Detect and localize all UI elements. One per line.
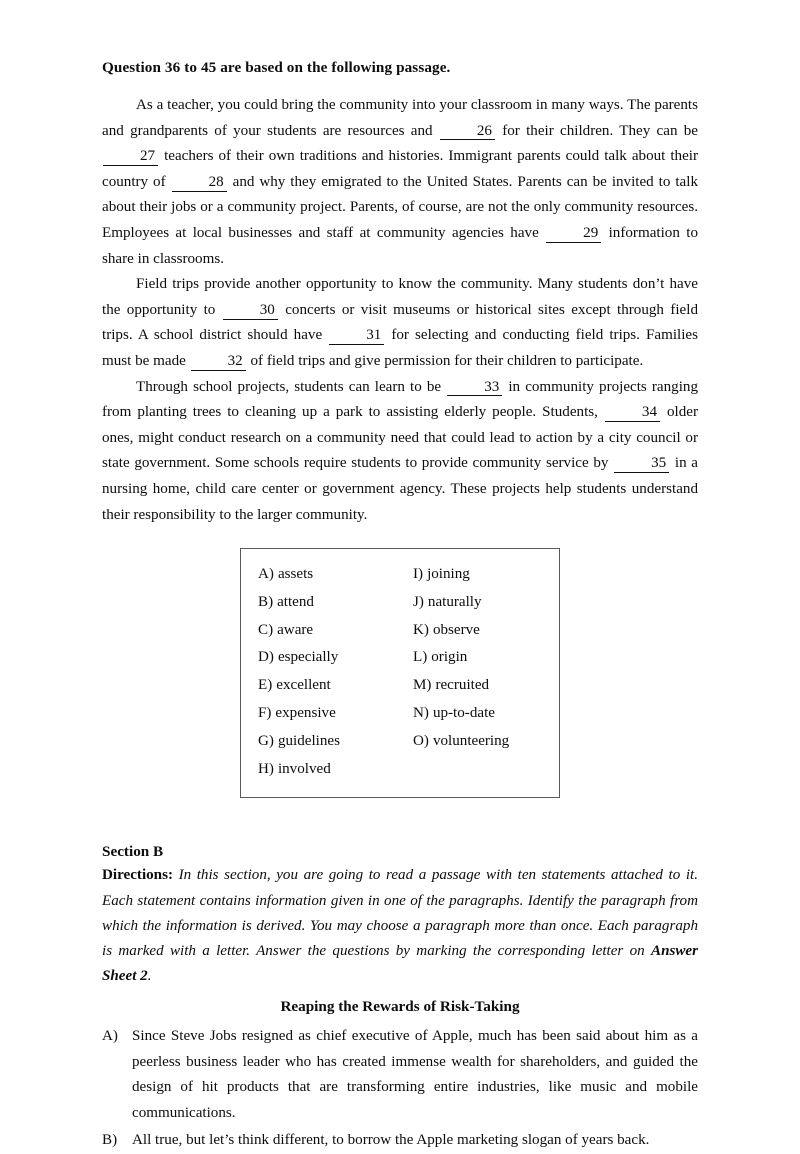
- word-bank-letter: J): [413, 593, 424, 610]
- word-bank-word: up-to-date: [432, 705, 495, 722]
- word-bank-word: expensive: [275, 705, 336, 722]
- word-bank-word: attend: [277, 593, 314, 610]
- article-paragraph-text: Since Steve Jobs resigned as chief executive of Apple, much has been said about him as a peerless business leader who has created immense wealth for shareholders, and guided the design of hit products that are transforming entire industries, like music and mobile communications.: [132, 1028, 698, 1121]
- word-bank-option-M[interactable]: [413, 672, 559, 700]
- word-bank-option-D[interactable]: [258, 644, 400, 672]
- word-bank-letter: M): [413, 677, 432, 694]
- word-bank-option-B[interactable]: [258, 589, 400, 617]
- word-bank-option-I[interactable]: [413, 561, 559, 589]
- word-bank-letter: N): [413, 705, 429, 722]
- word-bank-word: observe: [432, 621, 480, 638]
- word-bank-letter: L): [413, 649, 428, 666]
- word-bank-word: excellent: [276, 677, 331, 694]
- word-bank-word: especially: [277, 649, 339, 666]
- word-bank-option-G[interactable]: [258, 728, 400, 756]
- article-paragraph-letter: A): [102, 1028, 118, 1045]
- word-bank-word: guidelines: [277, 732, 340, 749]
- word-bank-option-N[interactable]: [413, 700, 559, 728]
- blank-27[interactable]: 27: [103, 149, 158, 166]
- directions-label: Directions:: [102, 867, 173, 884]
- section-b: [102, 840, 698, 1153]
- word-bank-letter: F): [258, 705, 272, 722]
- word-bank-word: naturally: [427, 593, 482, 610]
- word-bank-word: volunteering: [432, 732, 510, 749]
- article-paragraph-list: [102, 1018, 698, 1153]
- word-bank-word: recruited: [435, 677, 490, 694]
- directions-body: In this section, you are going to read a passage with ten statements attached to it. Each statement contains information given in one of the paragraphs. Identify the paragraph from which the information is derived. You may choose a paragraph more than once. Each paragraph is marked with a letter. Answer the questions by marking the corresponding letter on: [102, 867, 699, 960]
- word-bank-letter: B): [258, 593, 274, 610]
- word-bank-word: involved: [277, 760, 331, 777]
- word-bank-option-E[interactable]: [258, 672, 400, 700]
- directions-tail: .: [147, 968, 152, 985]
- passage-paragraph-2: Field trips provide another opportunity to know the community. Many students don’t have the opportunity to 30 concerts or visit museums or historical sites except through field trips. A school district should have 31 for selecting and conducting field trips. Families must be made 32 of field trips and give permission for their children to participate.: [102, 276, 698, 369]
- word-bank-letter: C): [258, 621, 274, 638]
- word-bank-letter: E): [258, 677, 273, 694]
- blank-29[interactable]: 29: [546, 226, 601, 243]
- word-bank-option-J[interactable]: [413, 589, 559, 617]
- word-bank-option-K[interactable]: [413, 617, 559, 645]
- blank-32[interactable]: 32: [191, 354, 246, 371]
- word-bank-right-column: [400, 561, 559, 783]
- word-bank-word: origin: [431, 649, 468, 666]
- blank-34[interactable]: 34: [605, 405, 660, 422]
- word-bank-word: joining: [427, 566, 470, 583]
- blank-30[interactable]: 30: [223, 303, 278, 320]
- blank-33[interactable]: 33: [447, 380, 502, 397]
- word-bank-option-H[interactable]: [258, 756, 400, 784]
- article-paragraph: [102, 1024, 698, 1126]
- word-bank-letter: O): [413, 732, 429, 749]
- word-bank-option-C[interactable]: [258, 617, 400, 645]
- word-bank-option-O[interactable]: [413, 728, 559, 756]
- blank-35[interactable]: 35: [614, 456, 669, 473]
- article-title: Reaping the Rewards of Risk-Taking: [280, 998, 520, 1016]
- word-bank-letter: H): [258, 760, 274, 777]
- cloze-passage: [102, 77, 698, 528]
- page-title: Question 36 to 45 are based on the following passage.: [102, 59, 451, 76]
- word-bank-option-L[interactable]: [413, 644, 559, 672]
- answer-sheet-reference: Answer Sheet 2: [102, 943, 698, 985]
- article-paragraph-letter: B): [102, 1132, 118, 1149]
- document-page: [102, 0, 699, 1149]
- article-paragraph: [102, 1128, 698, 1153]
- blank-28[interactable]: 28: [172, 175, 227, 192]
- word-bank-option-F[interactable]: [258, 700, 400, 728]
- blank-26[interactable]: 26: [440, 124, 495, 141]
- section-b-directions: [102, 863, 698, 989]
- word-bank-letter: A): [258, 566, 274, 583]
- blank-31[interactable]: 31: [329, 328, 384, 345]
- article-paragraph-text: All true, but let’s think different, to borrow the Apple marketing slogan of years back.: [132, 1132, 650, 1149]
- word-bank-option-A[interactable]: [258, 561, 400, 589]
- word-bank-box: [240, 548, 560, 798]
- passage-paragraph-1: As a teacher, you could bring the community into your classroom in many ways. The parents and grandparents of your students are resources and 26 for their children. They can be 27 teachers of their own traditions and histories. Immigrant parents could talk about their country of 28 and why they emigrated to the United States. Parents can be invited to talk about their jobs or a community project. Parents, of course, are not the only community resources. Employees at local businesses and staff at community agencies have 29 information to share in classrooms.: [102, 97, 699, 267]
- word-bank-letter: I): [413, 566, 424, 583]
- word-bank-letter: G): [258, 732, 274, 749]
- word-bank-word: assets: [277, 566, 314, 583]
- word-bank-wrapper: [102, 548, 698, 798]
- word-bank-letter: K): [413, 621, 429, 638]
- passage-paragraph-3: Through school projects, students can learn to be 33 in community projects ranging from planting trees to cleaning up a park to assisting elderly people. Students, 34 older ones, might conduct research on a community need that could lead to action by a city council or state government. Some schools require students to provide community service by 35 in a nursing home, child care center or government agency. These projects help students understand their responsibility to the larger community.: [102, 378, 698, 523]
- word-bank-letter: D): [258, 649, 274, 666]
- word-bank-word: aware: [277, 621, 314, 638]
- word-bank-left-column: [241, 561, 400, 783]
- section-b-title: Section B: [102, 843, 164, 861]
